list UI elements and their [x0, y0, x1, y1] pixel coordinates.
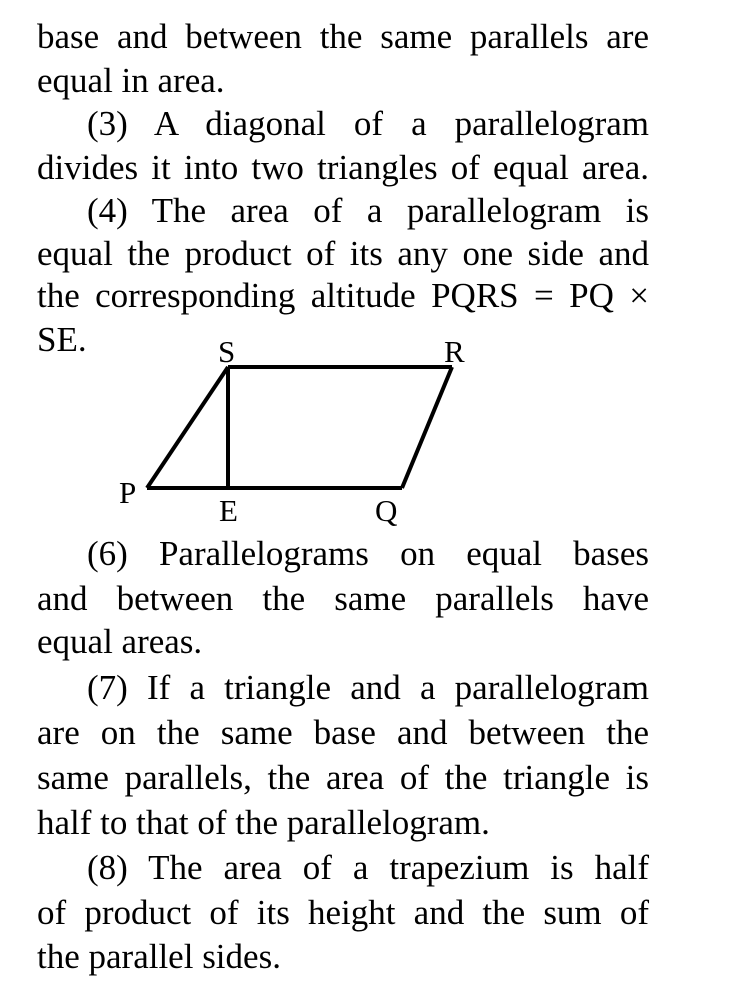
vertex-label-q: Q — [375, 493, 398, 528]
paragraph-8-line-2: of product of its height and the sum of — [37, 893, 649, 932]
vertex-label-s: S — [218, 334, 236, 369]
vertex-label-r: R — [444, 334, 465, 369]
paragraph-7-line-2: are on the same base and between the — [37, 713, 649, 752]
side-qr — [402, 367, 452, 488]
side-ps — [147, 367, 228, 488]
paragraph-4-line-3: the corresponding altitude PQRS = PQ × — [37, 276, 649, 315]
paragraph-3-line-1: (3) A diagonal of a parallelogram — [87, 104, 649, 143]
paragraph-4-line-4: SE. — [37, 320, 87, 359]
paragraph-3-line-2: divides it into two triangles of equal area. — [37, 148, 649, 187]
paragraph-4-line-1: (4) The area of a parallelogram is — [87, 191, 649, 230]
paragraph-4-line-2: equal the product of its any one side and — [37, 234, 649, 273]
paragraph-7-line-4: half to that of the parallelogram. — [37, 803, 490, 842]
paragraph-6-line-3: equal areas. — [37, 622, 203, 661]
vertex-label-p: P — [119, 475, 137, 510]
paragraph-1-line-1: base and between the same parallels are — [37, 17, 649, 56]
paragraph-1-line-2: equal in area. — [37, 61, 225, 100]
paragraph-8-line-3: the parallel sides. — [37, 937, 281, 976]
point-label-e: E — [219, 493, 238, 528]
paragraph-8-line-1: (8) The area of a trapezium is half — [87, 848, 649, 887]
paragraph-7-line-1: (7) If a triangle and a parallelogram — [87, 668, 649, 707]
paragraph-6-line-2: and between the same parallels have — [37, 579, 649, 618]
paragraph-6-line-1: (6) Parallelograms on equal bases — [87, 534, 649, 573]
paragraph-7-line-3: same parallels, the area of the triangle is — [37, 758, 649, 797]
